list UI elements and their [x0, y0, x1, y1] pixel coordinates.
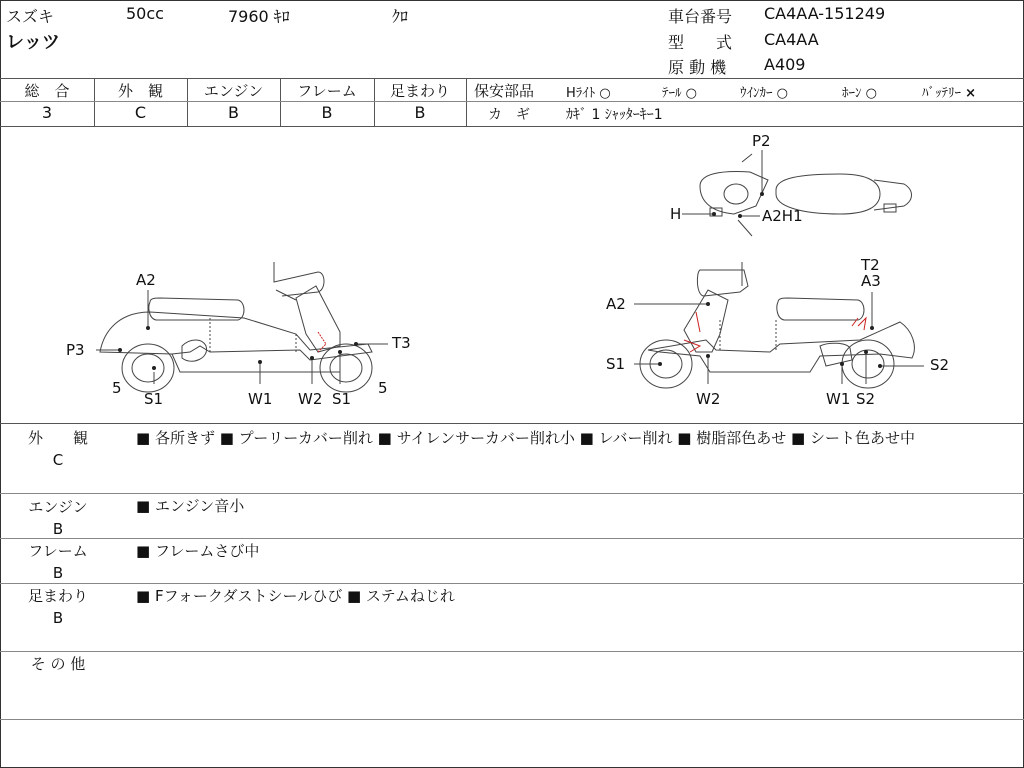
leader-lines — [96, 150, 924, 384]
key-label: カ ギ — [488, 107, 530, 123]
section-frame-text: ■ フレームさび中 — [136, 542, 260, 560]
code-label: W1 — [248, 390, 273, 408]
code-label: P2 — [752, 132, 771, 150]
divider — [0, 423, 1024, 424]
code-label: T2 — [861, 256, 880, 274]
code-label: P3 — [66, 341, 85, 359]
scooter-top-view — [700, 154, 912, 236]
displacement: 50cc — [126, 4, 164, 23]
code-label: W1 — [826, 390, 851, 408]
code-label: S1 — [332, 390, 352, 408]
code-label: S2 — [856, 390, 876, 408]
grade-frame-value: B — [321, 103, 333, 122]
grade-engine-label: エンジン — [203, 82, 264, 100]
safety-item-horn: ﾎｰﾝ ○ — [842, 86, 877, 101]
section-appearance-text: ■ 各所きず ■ プーリーカバー削れ ■ サイレンサーカバー削れ小 ■ レバー削れ ■ 樹脂部色あせ ■ シート色あせ中 — [136, 429, 915, 447]
section-engine-label: エンジン B — [28, 498, 88, 538]
frame-no-value: CA4AA-151249 — [764, 4, 886, 23]
code-label: H — [670, 205, 682, 223]
frame-no-label: 車台番号 — [668, 7, 733, 26]
mileage: 7960 ｷﾛ — [228, 7, 290, 26]
maker: スズキ — [6, 7, 55, 26]
grade-engine-value: B — [228, 103, 239, 122]
color: ｸﾛ — [392, 7, 409, 26]
section-frame-label: フレーム B — [28, 542, 88, 582]
section-other-label: そ の 他 — [30, 655, 86, 673]
section-suspension-label: 足まわり B — [27, 587, 88, 627]
model-name: レッツ — [6, 32, 60, 53]
code-label: T3 — [392, 334, 411, 352]
grade-appearance-value: C — [134, 103, 147, 122]
type-label: 型 式 — [668, 33, 733, 52]
code-label: 5 — [112, 379, 122, 397]
code-label: W2 — [298, 390, 323, 408]
safety-item-winker: ｳｲﾝｶｰ ○ — [740, 86, 788, 101]
code-label: 5 — [378, 379, 388, 397]
code-label: A2H1 — [762, 207, 803, 225]
grade-appearance-label: 外 観 — [117, 82, 163, 100]
engine-label: 原 動 機 — [668, 58, 727, 77]
grade-frame-label: フレーム — [297, 82, 357, 100]
grade-suspension-value: B — [414, 103, 426, 122]
divider — [0, 651, 1024, 652]
grade-total-value: 3 — [41, 103, 53, 122]
safety-label: 保安部品 — [474, 82, 535, 100]
code-label: A2 — [606, 295, 626, 313]
grade-total-label: 総 合 — [24, 82, 70, 100]
type-value: CA4AA — [764, 30, 819, 49]
code-label: S1 — [606, 355, 626, 373]
divider — [0, 583, 1024, 584]
code-label: S1 — [144, 390, 164, 408]
code-label: A2 — [136, 271, 156, 289]
divider — [0, 538, 1024, 539]
grade-suspension-label: 足まわり — [389, 82, 450, 100]
section-engine-text: ■ エンジン音小 — [136, 497, 245, 515]
key-value: ｶｷﾞ 1 ｼｬｯﾀｰｷｰ1 — [566, 107, 663, 123]
engine-value: A409 — [764, 55, 806, 74]
safety-item-battery: ﾊﾞｯﾃﾘｰ × — [922, 86, 977, 101]
code-label: A3 — [861, 272, 881, 290]
section-suspension-text: ■ Fフォークダストシールひび ■ ステムねじれ — [136, 587, 455, 605]
divider — [0, 493, 1024, 494]
section-appearance-label: 外 観 C — [27, 429, 88, 469]
divider — [0, 719, 1024, 720]
code-label: W2 — [696, 390, 721, 408]
code-label: S2 — [930, 356, 950, 374]
safety-item-headlight: Hﾗｲﾄ ○ — [566, 86, 611, 101]
safety-item-tail: ﾃｰﾙ ○ — [662, 86, 697, 101]
diagram-labels — [66, 132, 949, 408]
